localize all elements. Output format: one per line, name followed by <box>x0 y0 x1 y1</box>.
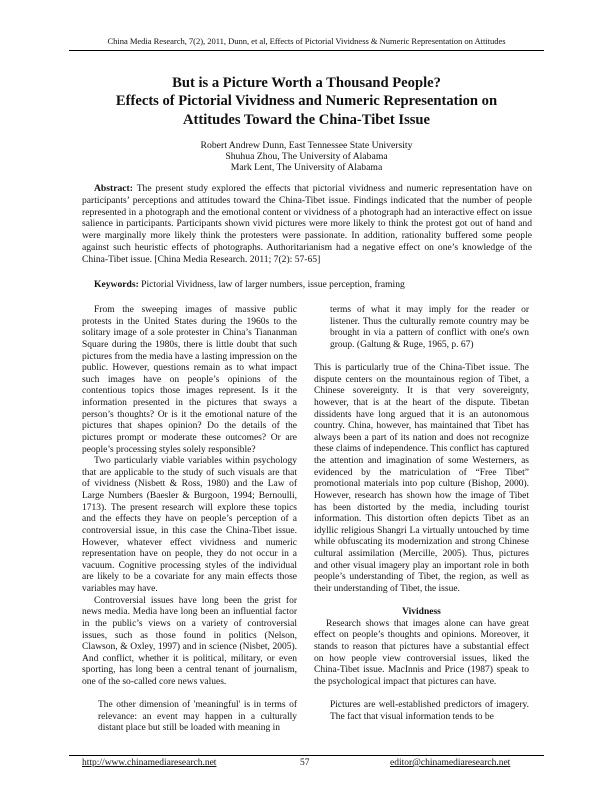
body-paragraph: Two particularly viable variables within psychology that are applicable to the study of such visuals are that of vividness (Nisbett & Ross, 1980) and the Law of Large Numbers (Baesler & Burgoon, 1994; Bernoulli, 1713). The present research will explore these topics and the effects they have on people’s perception of a controversial issue, in this case the China-Tibet issue. However, whatever effect vividness and numeric representation have on people, they do not occur in a vacuum. Cognitive processing styles of the individual are likely to be a covariate for any main effects those variables may have. <box>82 456 297 594</box>
author-3: Mark Lent, The University of Alabama <box>230 162 383 174</box>
left-column <box>82 305 297 735</box>
keywords-text: Pictorial Vividness, law of larger numbers, issue perception, framing <box>141 279 405 290</box>
author-1: Robert Andrew Dunn, East Tennessee State University <box>200 140 413 151</box>
title-line-2: Effects of Pictorial Vividness and Numeric Representation on <box>115 93 498 110</box>
page-number: 57 <box>300 758 310 768</box>
block-quote: Pictures are well-established predictors of imagery. The fact that visual information tends to be <box>330 700 529 722</box>
footer-rule <box>69 755 544 756</box>
paper-title <box>69 74 544 129</box>
email-link[interactable]: editor@chinamediaresearch.net <box>390 758 511 768</box>
block-quote: The other dimension of 'meaningful' is in terms of relevance: an event may happen in a culturally distant place but still be loaded with meaning in <box>98 700 297 734</box>
footer-website-link[interactable] <box>82 758 216 768</box>
abstract <box>82 183 532 266</box>
body-paragraph: This is particularly true of the China-Tibet issue. The dispute centers on the mountainous region of Tibet, a Chinese sovereignty. It is that very sovereignty, however, that is at the heart of the dispute. Tibetan dissidents have long argued that it is an autonomous country. China, however, has maintained that Tibet has always been a part of its nation and does not recognize these claims of independence. This conflict has captured the attention and imagination of some Westerners, as evidenced by the matriculation of “Free Tibet” promotional materials into pop culture (Bishop, 2000). However, research has shown how the image of Tibet has been distorted by the media, including tourist information. This distortion often depicts Tibet as an idyllic religious Shangri La virtually untouched by time while obfuscating its modernization and strong Chinese cultural assimilation (Mercille, 2005). Thus, pictures and other visual imagery play an important role in both people’s understanding of Tibet, the region, as well as their understanding of Tibet, the issue. <box>314 363 529 594</box>
right-column <box>314 305 529 723</box>
author-list <box>69 140 544 174</box>
abstract-text: The present study explored the effects that pictorial vividness and numeric representation have on participants’ perceptions and attitudes toward the China-Tibet issue. Findings indicated that the number of people represented in a photograph and the emotional content or vividness of a photograph had an interactive effect on issue salience in participants. Participants shown vivid pictures were more likely to think the protest got out of hand and were marginally more likely think the protesters were passionate. In addition, rationality buffered some people against such heuristic effects of photographs. Authoritarianism had a negative effect on one’s knowledge of the China-Tibet issue. [China Media Research. 2011; 7(2): 57-65] <box>82 183 532 265</box>
body-paragraph: From the sweeping images of massive public protests in the United States during the 1960s to the solitary image of a sole protester in China’s Tiananman Square during the 1980s, there is little doubt that such pictures from the media have a lasting impression on the public. However, questions remain as to what impact such images have on people’s opinions of the contentious topics those images represent. Is it the information presented in the pictures that sways a person’s thoughts? Or is it the emotional nature of the pictures that shapes opinion? Do the details of the pictures prompt or moderate these outcomes? Or are people’s processing styles solely responsible? <box>82 305 298 455</box>
body-paragraph: Research shows that images alone can have great effect on people’s thoughts and opinions. Moreover, it stands to reason that pictures have a substantial effect on how people view controversial issues, liked the China-Tibet issue. MacInnis and Price (1987) speak to the psychological impact that pictures can have. <box>314 618 529 687</box>
section-heading: Vividness <box>402 607 441 618</box>
footer-email-link[interactable] <box>390 758 510 768</box>
abstract-label: Abstract: <box>94 183 133 194</box>
keywords <box>82 279 532 291</box>
running-head: China Media Research, 7(2), 2011, Dunn, et al, Effects of Pictorial Vividness & Numeric Representation on Attitudes <box>107 36 506 46</box>
website-link[interactable]: http://www.chinamediaresearch.net <box>82 758 217 768</box>
block-quote-continued: terms of what it may imply for the reader or listener. Thus the culturally remote country may be brought in via a pattern of conflict with one's own group. (Galtung & Ruge, 1965, p. 67) <box>330 305 529 350</box>
body-paragraph: Controversial issues have long been the grist for news media. Media have long been an influential factor in the public’s views on a variety of controversial issues, such as those found in politics (Nelson, Clawson, & Oxley, 1997) and in science (Nisbet, 2005). And conflict, whether it is political, military, or even sporting, has long been a central tenant of journalism, one of the so-called core news values. <box>82 595 297 687</box>
header-rule <box>69 50 544 51</box>
title-line-1: But is a Picture Worth a Thousand People? <box>172 75 441 91</box>
keywords-label: Keywords: <box>94 279 139 290</box>
title-line-3: Attitudes Toward the China-Tibet Issue <box>182 111 431 128</box>
author-2: Shuhua Zhou, The University of Alabama <box>225 151 388 163</box>
